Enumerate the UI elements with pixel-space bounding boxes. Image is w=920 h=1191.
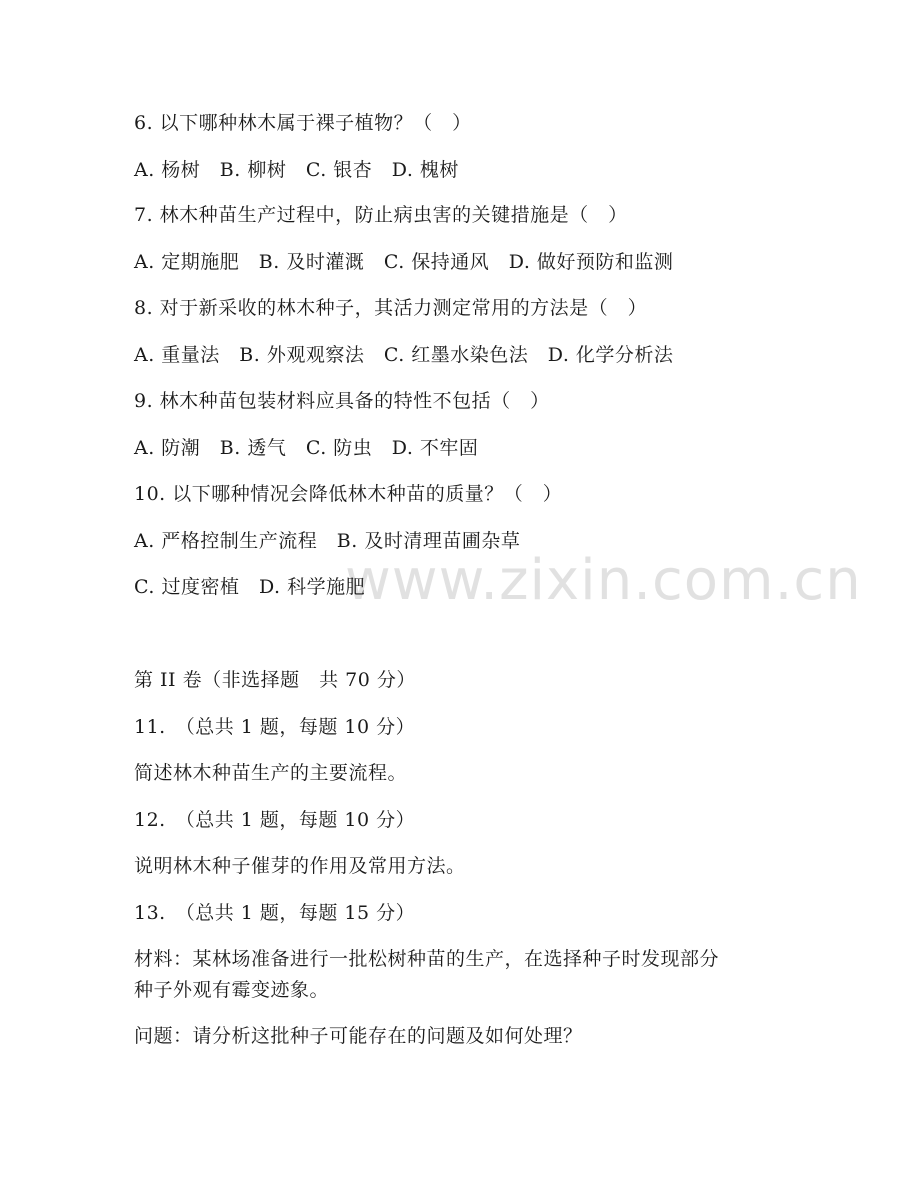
question-7-options: A. 定期施肥 B. 及时灌溉 C. 保持通风 D. 做好预防和监测	[134, 251, 674, 273]
question-12-text: 说明林木种子催芽的作用及常用方法。	[134, 855, 466, 877]
question-13-header: 13. （总共 1 题，每题 15 分）	[134, 902, 416, 924]
question-10-stem: 10. 以下哪种情况会降低林木种苗的质量？（ ）	[134, 483, 563, 505]
question-8-options: A. 重量法 B. 外观观察法 C. 红墨水染色法 D. 化学分析法	[134, 344, 674, 366]
question-10-options-line2: C. 过度密植 D. 科学施肥	[134, 576, 366, 598]
question-13-material-line2: 种子外观有霉变迹象。	[134, 979, 330, 1001]
question-7-stem: 7. 林木种苗生产过程中，防止病虫害的关键措施是（ ）	[134, 204, 628, 226]
section-2-title: 第 II 卷（非选择题 共 70 分）	[134, 669, 416, 691]
watermark: www.zixin.com.cn	[345, 548, 862, 613]
question-10-options-line1: A. 严格控制生产流程 B. 及时清理苗圃杂草	[134, 530, 521, 552]
question-11-text: 简述林木种苗生产的主要流程。	[134, 762, 408, 784]
question-9-stem: 9. 林木种苗包装材料应具备的特性不包括（ ）	[134, 390, 550, 412]
question-6-options: A. 杨树 B. 柳树 C. 银杏 D. 槐树	[134, 159, 459, 181]
question-12-header: 12. （总共 1 题，每题 10 分）	[134, 809, 416, 831]
question-6-stem: 6. 以下哪种林木属于裸子植物？（ ）	[134, 112, 472, 134]
question-11-header: 11. （总共 1 题，每题 10 分）	[134, 716, 416, 738]
question-8-stem: 8. 对于新采收的林木种子，其活力测定常用的方法是（ ）	[134, 297, 648, 319]
question-13-material-line1: 材料：某林场准备进行一批松树种苗的生产，在选择种子时发现部分	[134, 948, 720, 970]
question-9-options: A. 防潮 B. 透气 C. 防虫 D. 不牢固	[134, 437, 479, 459]
question-13-question: 问题：请分析这批种子可能存在的问题及如何处理？	[134, 1025, 583, 1047]
